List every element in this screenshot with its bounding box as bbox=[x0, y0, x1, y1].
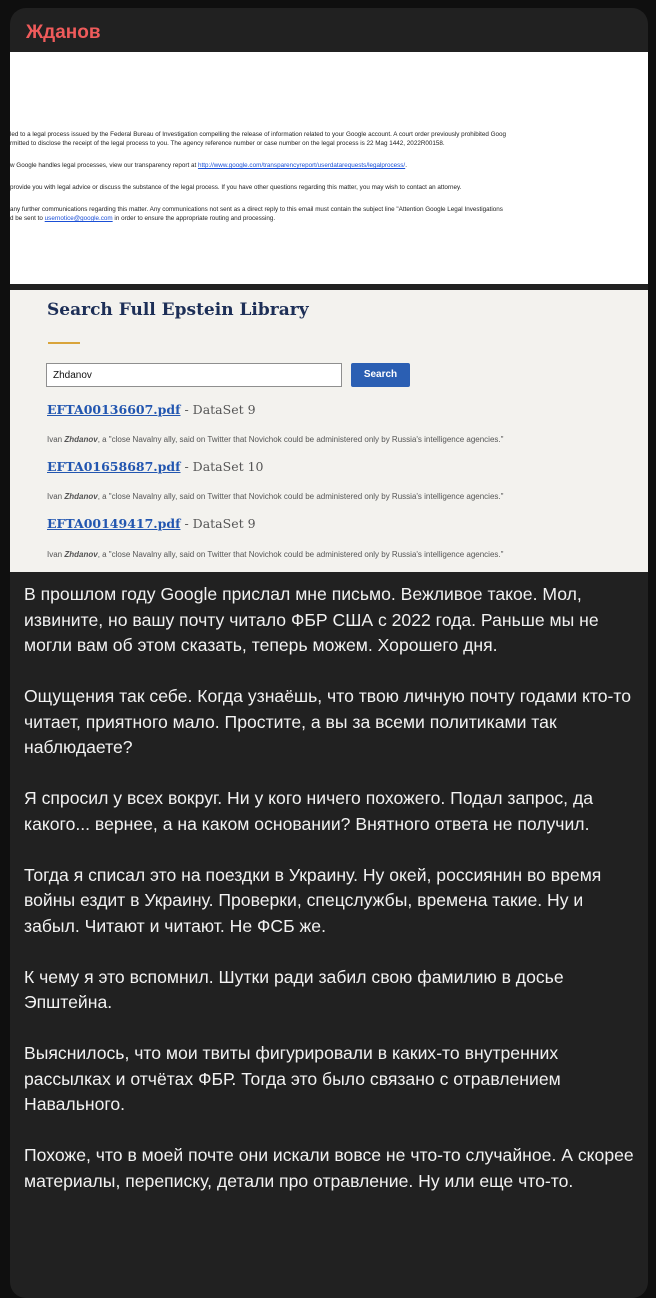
message-bubble bbox=[10, 8, 648, 1298]
result-2-snippet bbox=[47, 492, 503, 501]
google-letter-image[interactable] bbox=[10, 52, 648, 284]
paragraph-5: К чему я это вспомнил. Шутки ради забил свою фамилию в досье Эпштейна. bbox=[24, 966, 564, 1012]
result-1-snippet-pre: Ivan bbox=[47, 435, 65, 444]
transparency-report-link: http://www.google.com/transparencyreport/userdatarequests/legalprocess/ bbox=[197, 162, 406, 169]
letter-line-6 bbox=[10, 215, 275, 224]
letter-line-6-text: d be sent to bbox=[10, 215, 45, 222]
letter-line-3-suffix: . bbox=[405, 162, 407, 169]
author-name[interactable]: Жданов bbox=[26, 22, 101, 43]
result-2-file-link: EFTA01658687.pdf bbox=[47, 459, 181, 474]
letter-line-4: provide you with legal advice or discuss the substance of the legal process. If you have other questions regarding this matter, you may wish to contact an attorney. bbox=[10, 184, 462, 191]
result-3-snippet-post: , a "close Navalny ally, said on Twitter that Novichok could be administered only by Russia's intelligence agencies." bbox=[97, 550, 504, 559]
result-2-snippet-post: , a "close Navalny ally, said on Twitter that Novichok could be administered only by Russia's intelligence agencies." bbox=[97, 492, 504, 501]
paragraph-6: Выяснилось, что мои твиты фигурировали в каких-то внутренних рассылках и отчётах ФБР. Тогда это было связано с отравлением Навального. bbox=[24, 1043, 561, 1114]
result-3-dataset: - DataSet 9 bbox=[180, 516, 256, 531]
result-2-snippet-pre: Ivan bbox=[47, 492, 65, 501]
letter-line-6-suffix: in order to ensure the appropriate routing and processing. bbox=[112, 215, 276, 222]
result-3-snippet bbox=[47, 550, 503, 559]
result-2-dataset: - DataSet 10 bbox=[180, 459, 264, 474]
library-search-input: Zhdanov bbox=[46, 363, 342, 387]
usernotice-email-link: usernotice@google.com bbox=[44, 215, 113, 222]
result-3-snippet-highlight: Zhdanov bbox=[64, 550, 98, 559]
message-text bbox=[24, 582, 636, 1220]
paragraph-1: В прошлом году Google прислал мне письмо. Вежливое такое. Мол, извините, но вашу почту читало ФБР США с 2022 года. Раньше мы не могли вам об этом сказать, теперь можем. Хорошего дня. bbox=[24, 584, 599, 655]
title-underline bbox=[48, 342, 80, 344]
letter-line-3 bbox=[10, 162, 407, 171]
paragraph-7: Похоже, что в моей почте они искали вовсе не что-то случайное. А скорее материалы, переписку, детали про отравление. Ну или еще что-то. bbox=[24, 1145, 634, 1191]
result-3-file-link: EFTA00149417.pdf bbox=[47, 516, 181, 531]
result-1-snippet-post: , a "close Navalny ally, said on Twitter that Novichok could be administered only by Russia's intelligence agencies." bbox=[97, 435, 504, 444]
result-2-snippet-highlight: Zhdanov bbox=[64, 492, 98, 501]
result-1-title bbox=[47, 402, 256, 417]
letter-line-2: rmitted to disclose the receipt of the legal process to you. The agency reference number or case number on the legal process is 22 Mag 1442, 2022R00158. bbox=[10, 140, 445, 147]
result-1-snippet bbox=[47, 435, 503, 444]
paragraph-4: Тогда я списал это на поездки в Украину. Ну окей, россиянин во время войны ездит в Украину. Проверки, спецслужбы, времена такие. Ну и забыл. Читают и читают. Не ФСБ же. bbox=[24, 864, 602, 936]
paragraph-3: Я спросил у всех вокруг. Ни у кого ничего похожего. Подал запрос, да какого... вернее, а на каком основании? Внятного ответа не получил. bbox=[24, 788, 593, 834]
library-title: Search Full Epstein Library bbox=[47, 300, 309, 320]
letter-line-3-text: w Google handles legal processes, view our transparency report at bbox=[10, 162, 198, 169]
paragraph-2: Ощущения так себе. Когда узнаёшь, что твою личную почту годами кто-то читает, приятного мало. Простите, а вы за всеми политиками так наблюдаете? bbox=[24, 686, 632, 757]
result-2-title bbox=[47, 459, 264, 474]
result-3-title bbox=[47, 516, 256, 531]
result-1-file-link: EFTA00136607.pdf bbox=[47, 402, 181, 417]
letter-line-1: led to a legal process issued by the Federal Bureau of Investigation compelling the release of information related to your Google account. A court order previously prohibited Goog bbox=[10, 131, 506, 138]
epstein-library-image[interactable] bbox=[10, 290, 648, 572]
letter-line-5: any further communications regarding this matter. Any communications not sent as a direct reply to this email must contain the subject line "Attention Google Legal Investigations bbox=[10, 206, 503, 213]
result-1-snippet-highlight: Zhdanov bbox=[64, 435, 98, 444]
result-1-dataset: - DataSet 9 bbox=[180, 402, 256, 417]
library-search-button: Search bbox=[351, 363, 410, 387]
result-3-snippet-pre: Ivan bbox=[47, 550, 65, 559]
